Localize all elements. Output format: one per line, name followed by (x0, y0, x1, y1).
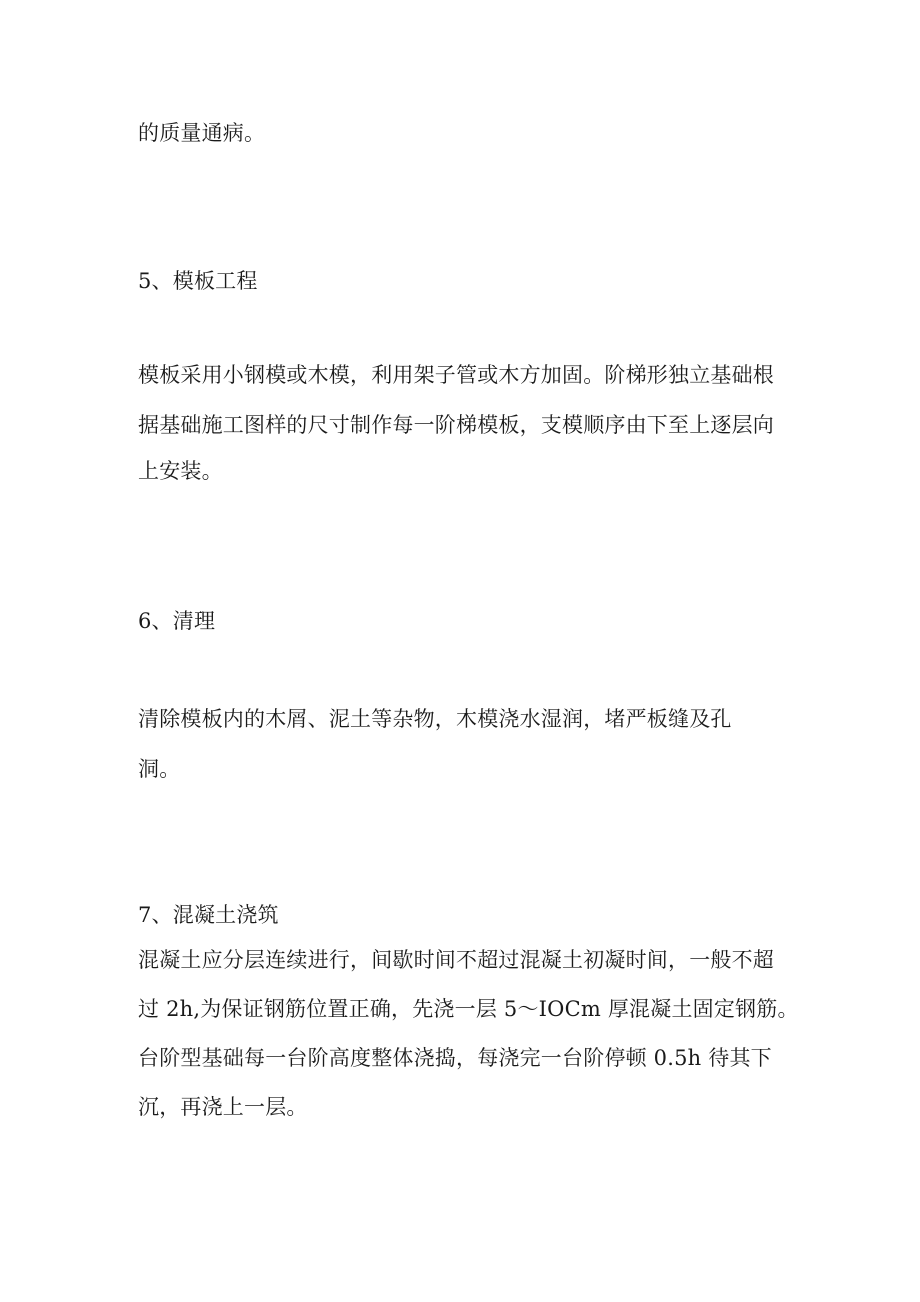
section-6-heading: 6、清理 (138, 609, 216, 633)
section-7-text-line-3: 台阶型基础每一台阶高度整体浇捣，每浇完一台阶停顿 0.5h 待其下 (138, 1046, 772, 1070)
section-5-text-line-3: 上安装。 (138, 459, 223, 483)
section-5-text-line-2: 据基础施工图样的尺寸制作每一阶梯模板，支模顺序由下至上逐层向 (138, 413, 774, 437)
section-7-text-line-1: 混凝土应分层连续进行，间歇时间不超过混凝土初凝时间，一般不超 (138, 948, 774, 972)
section-6-text-line-2: 洞。 (138, 757, 181, 781)
section-5-heading: 5、模板工程 (138, 269, 258, 293)
section-7-heading: 7、混凝土浇筑 (138, 903, 279, 927)
section-7-text-line-2: 过 2h,为保证钢筋位置正确，先浇一层 5～IOCm 厚混凝土固定钢筋。 (138, 997, 799, 1021)
section-6-text-line-1: 清除模板内的木屑、泥土等杂物，木模浇水湿润，堵严板缝及孔 (138, 707, 732, 731)
section-5-text-line-1: 模板采用小钢模或木模，利用架子管或木方加固。阶梯形独立基础根 (138, 363, 774, 387)
section-7-text-line-4: 沉，再浇上一层。 (138, 1095, 308, 1119)
intro-text-line-1: 的质量通病。 (138, 121, 266, 145)
